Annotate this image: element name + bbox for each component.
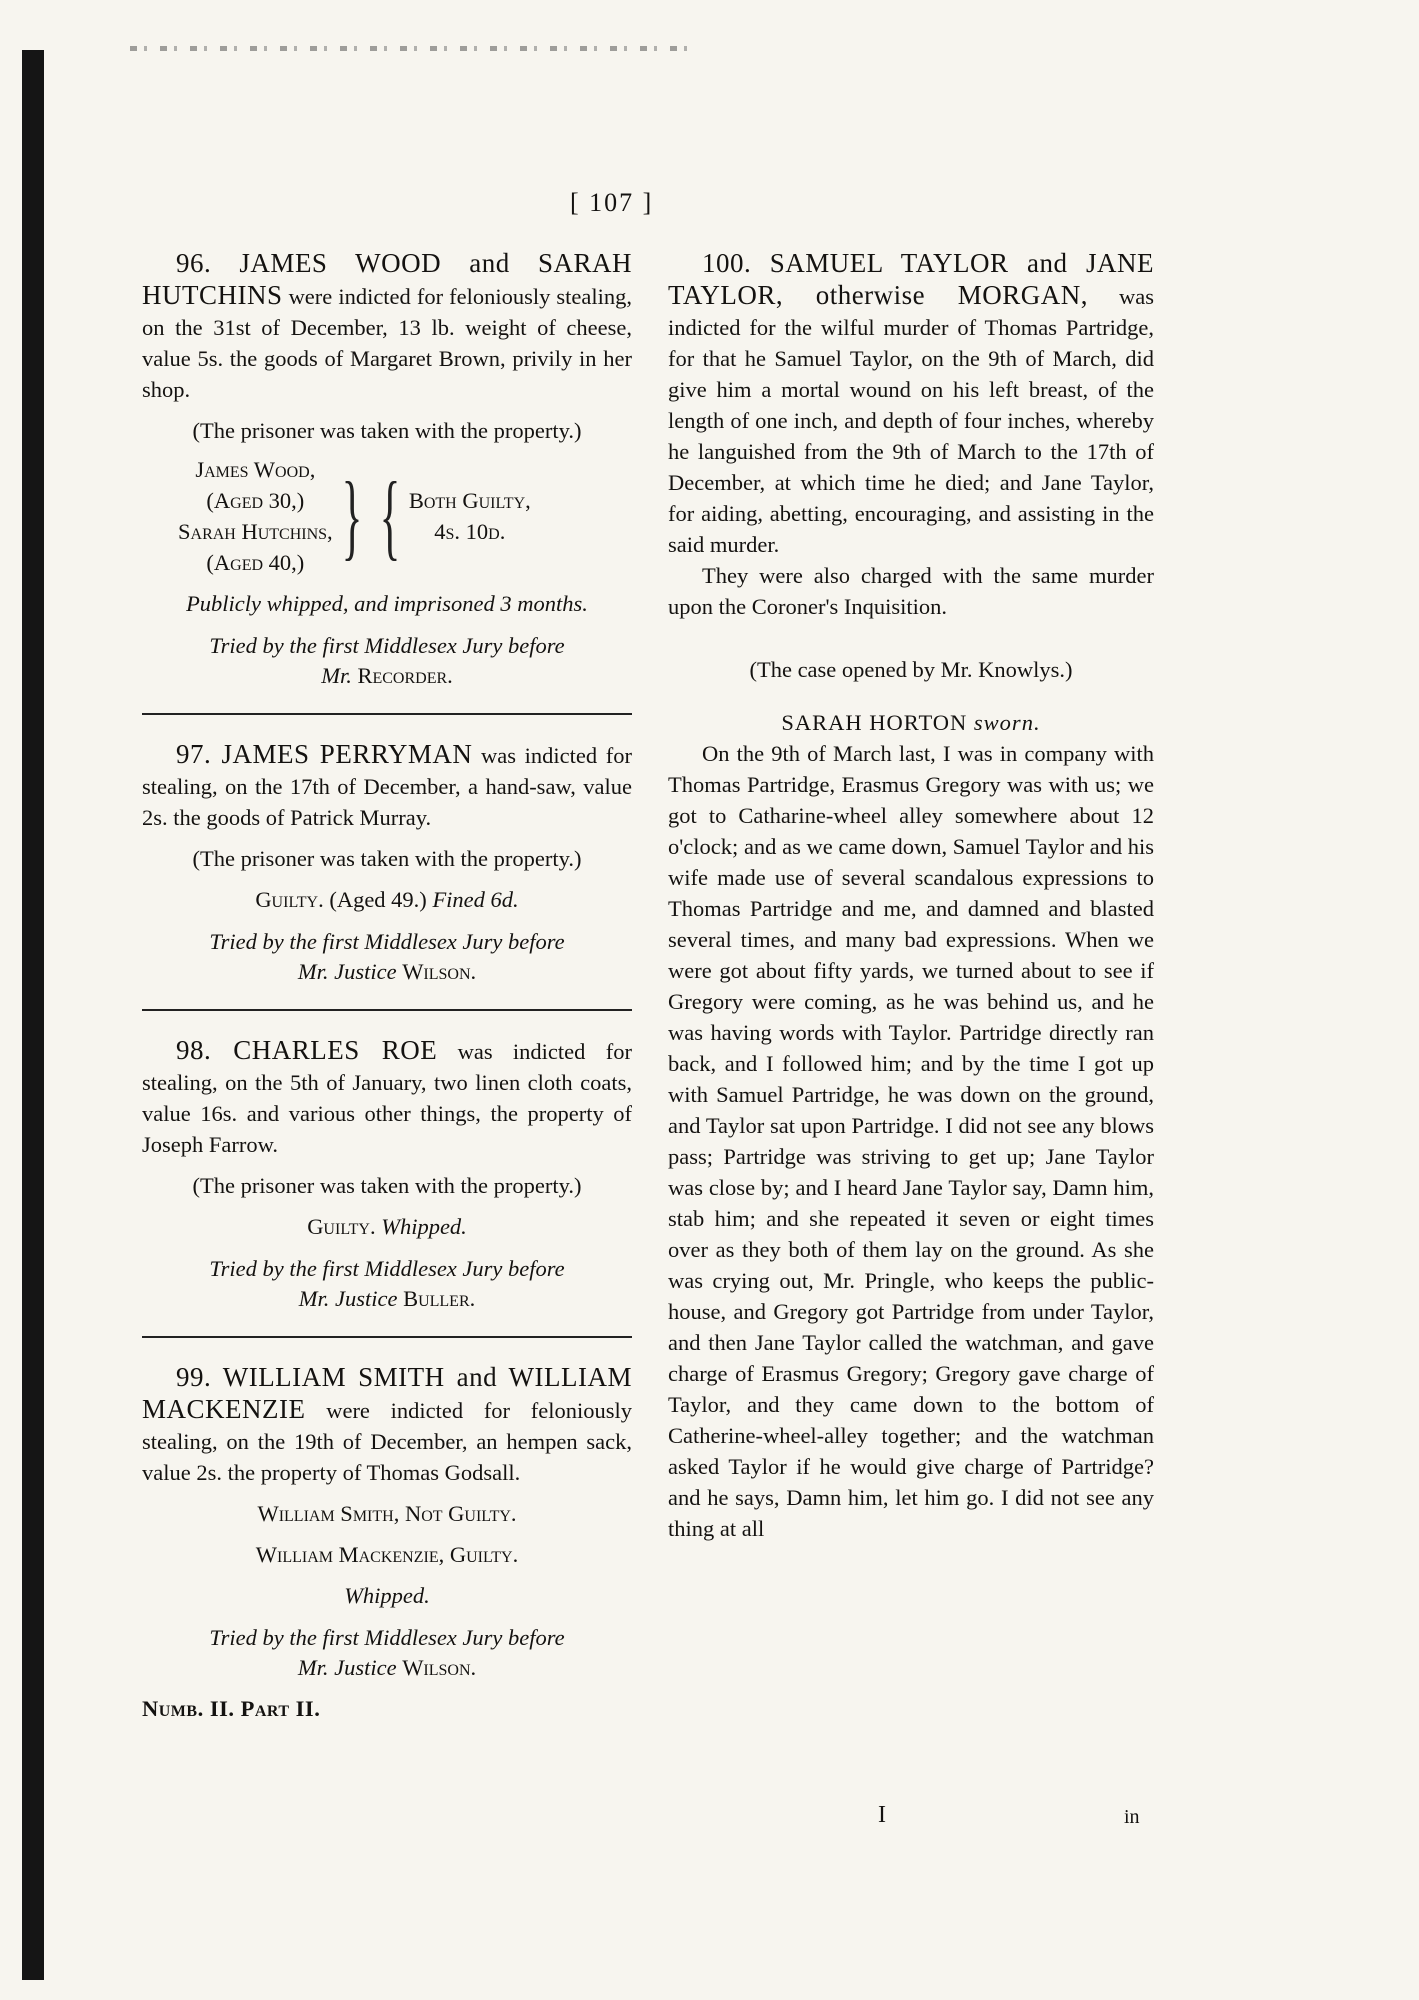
case-96-text: were indicted for feloniously stealing, on the 31st of December, 13 lb. weight of cheese, value 5s. the goods of Margaret Brown, privily in her shop. — [142, 284, 632, 402]
case-96-verdict — [409, 485, 531, 547]
case-96-tried — [142, 631, 632, 691]
witness-name: SARAH HORTON — [781, 710, 968, 735]
tried-text: Tried by the first Middlesex Jury before — [209, 1625, 565, 1650]
brace-left: { — [379, 462, 401, 569]
case-97-text: was indicted for stealing, on the 17th of December, a hand-saw, value 2s. the goods of Patrick Murray. — [142, 743, 633, 830]
judge-name: Wilson. — [402, 959, 477, 984]
case-97-note: (The prisoner was taken with the property.) — [192, 846, 582, 871]
case-96 — [142, 248, 632, 405]
judge-name: Recorder. — [357, 663, 453, 688]
case-97 — [142, 739, 632, 833]
case-100-heading: 100. SAMUEL TAYLOR and JANE TAYLOR, otherwise MORGAN, — [668, 248, 1154, 310]
judge-title: Mr. Justice — [298, 1286, 398, 1311]
case-98-tried — [142, 1254, 632, 1314]
case-97-verdict — [142, 884, 632, 915]
catchword: in — [1124, 1806, 1140, 1828]
case-98-heading: 98. CHARLES ROE — [176, 1035, 438, 1065]
judge-name: Buller. — [403, 1286, 476, 1311]
verdict-text: Guilty. — [255, 887, 324, 912]
verdict-text: Guilty. — [307, 1214, 376, 1239]
judge-title: Mr. Justice — [297, 959, 397, 984]
book-spine-shadow — [22, 50, 44, 1980]
left-column — [142, 248, 632, 1724]
signature-mark: I — [878, 1802, 886, 1828]
defendant-age: (Aged 49.) — [329, 887, 427, 912]
case-96-defendants — [178, 454, 333, 578]
witness-testimony: On the 9th of March last, I was in company with Thomas Partridge, Erasmus Gregory was with us; we got to Catharine-wheel alley somewhere about 12 o'clock; and as we came down, Samuel Taylor and his wife made use of several scandalous expressions to Thomas Partridge and me, and damned and blasted several times, and many bad expressions. When we were got about fifty yards, we turned about to see if Gregory were coming, as he was behind us, and he was having words with Taylor. Partridge directly ran back, and I followed him; and by the time I got up with Samuel Partridge, he was down on the ground, and Taylor sat upon Partridge. I did not see any blows pass; Partridge was striving to get up; Jane Taylor was close by; and I heard Jane Taylor say, Damn him, stab him; and she repeated it seven or eight times over as they both of them lay on the ground. As she was crying out, Mr. Pringle, who keeps the public-house, and Gregory got Partridge from under Taylor, and then Jane Taylor called the watchman, and gave charge of Erasmus Gregory; Gregory gave charge of Taylor, and they came down to the bottom of Catherine-wheel-alley together; and the watchman asked Taylor if he would give charge of Partridge? and he says, Damn him, let him go. I did not see any thing at all — [668, 741, 1154, 1541]
divider — [142, 713, 632, 715]
case-98-text: was indicted for stealing, on the 5th of January, two linen cloth coats, value 16s. and various other things, the property of Joseph Farrow. — [142, 1039, 632, 1157]
case-96-sentence: Publicly whipped, and imprisoned 3 months. — [186, 591, 588, 616]
case-96-verdict-block — [178, 454, 632, 578]
case-98 — [142, 1035, 632, 1160]
case-99-verdict-smith: William Smith, Not Guilty. — [257, 1501, 517, 1526]
judge-title: Mr. Justice — [297, 1655, 397, 1680]
case-99-verdict-mackenzie: William Mackenzie, Guilty. — [255, 1542, 519, 1567]
sentence-text: Fined 6d. — [432, 887, 519, 912]
case-97-tried — [142, 927, 632, 987]
case-97-heading: 97. JAMES PERRYMAN — [176, 739, 473, 769]
judge-title: Mr. — [321, 663, 352, 688]
case-100-coroner: They were also charged with the same murder upon the Coroner's Inquisition. — [668, 563, 1154, 619]
case-99 — [142, 1362, 632, 1488]
case-99-heading: 99. WILLIAM SMITH and WILLIAM MACKENZIE — [142, 1362, 632, 1424]
case-100 — [668, 248, 1154, 560]
page-number: [ 107 ] — [570, 188, 654, 217]
verdict-amount: 4s. 10d. — [434, 519, 506, 544]
divider — [142, 1336, 632, 1338]
case-99-text: were indicted for feloniously stealing, on the 19th of December, an hempen sack, value 2s. the property of Thomas Godsall. — [142, 1398, 633, 1485]
case-99-sentence: Whipped. — [344, 1583, 430, 1608]
brace-right: } — [341, 462, 363, 569]
footer-numbering: Numb. II. Part II. — [142, 1696, 321, 1721]
case-99-tried — [142, 1623, 632, 1683]
defendant-name: Sarah Hutchins, — [178, 519, 333, 544]
right-column — [668, 248, 1154, 1544]
case-100-text: was indicted for the wilful murder of Thomas Partridge, for that he Samuel Taylor, on the 9th of March, did give him a mortal wound on his left breast, of the length of one inch, and depth of four inches, whereby he languished from the 9th of March to the 17th of December, at which time he died; and Jane Taylor, for aiding, abetting, encouraging, and assisting in the said murder. — [668, 284, 1155, 557]
defendant-name: James Wood, — [195, 457, 316, 482]
sentence-text: Whipped. — [381, 1214, 467, 1239]
case-96-note: (The prisoner was taken with the property.) — [192, 418, 582, 443]
sworn-label: sworn. — [973, 710, 1041, 735]
scan-noise — [130, 46, 690, 51]
case-opened-note: (The case opened by Mr. Knowlys.) — [749, 657, 1073, 682]
defendant-age: (Aged 30,) — [206, 488, 305, 513]
case-98-note: (The prisoner was taken with the property.) — [192, 1173, 582, 1198]
verdict-text: Both Guilty, — [408, 488, 531, 513]
case-98-verdict — [142, 1211, 632, 1242]
defendant-age: (Aged 40,) — [206, 550, 305, 575]
case-96-heading: 96. JAMES WOOD and SARAH HUTCHINS — [142, 248, 632, 310]
tried-text: Tried by the first Middlesex Jury before — [209, 1256, 565, 1281]
judge-name: Wilson. — [402, 1655, 477, 1680]
divider — [142, 1009, 632, 1011]
tried-text: Tried by the first Middlesex Jury before — [209, 929, 565, 954]
tried-text: Tried by the first Middlesex Jury before — [209, 633, 565, 658]
witness-heading — [668, 707, 1154, 738]
